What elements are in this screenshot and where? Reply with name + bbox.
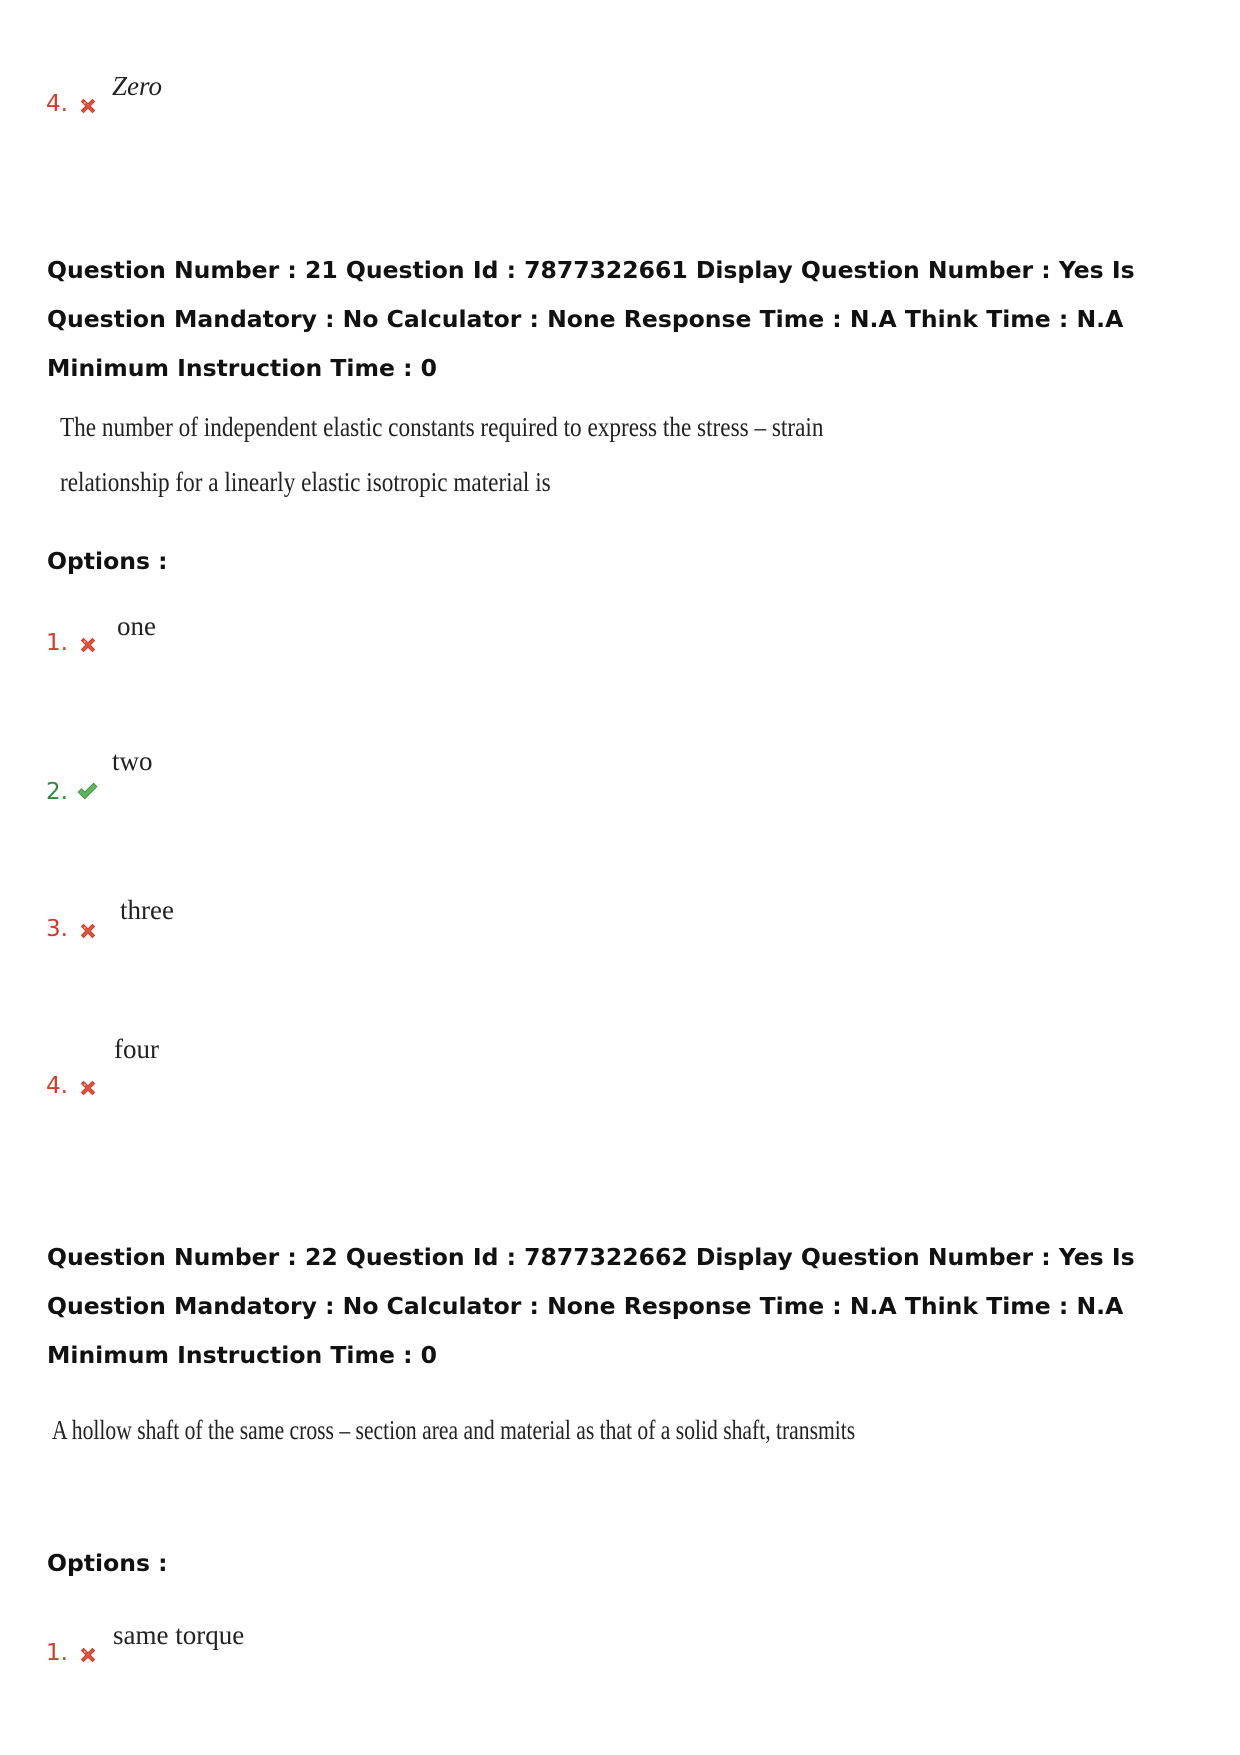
options-label: Options : xyxy=(47,1549,168,1577)
options-label: Options : xyxy=(47,547,168,575)
cross-icon xyxy=(77,95,99,117)
question-header: Question Number : 22 Question Id : 7877322662 Display Question Number : Yes Is Question Mandatory : No Calculator : None Response Time : N.A Think Time : N.A Minimum Instruction Time : 0 xyxy=(47,1243,1135,1369)
cross-icon xyxy=(77,1644,99,1666)
question-header: Question Number : 21 Question Id : 7877322661 Display Question Number : Yes Is Question Mandatory : No Calculator : None Response Time : N.A Think Time : N.A Minimum Instruction Time : 0 xyxy=(47,256,1135,382)
option-number: 3. xyxy=(46,916,68,942)
option-text: same torque xyxy=(113,1620,245,1650)
option-text: three xyxy=(120,895,174,925)
option-number: 4. xyxy=(46,1073,68,1099)
option-number: 1. xyxy=(46,630,68,656)
option-number: 1. xyxy=(46,1640,68,1666)
cross-icon xyxy=(77,920,99,942)
question-text-line: The number of independent elastic constants required to express the stress – strain xyxy=(60,412,824,442)
question-text-line: relationship for a linearly elastic isotropic material is xyxy=(60,467,551,497)
cross-icon xyxy=(77,1077,99,1099)
question-text xyxy=(52,1403,1056,1458)
cross-icon xyxy=(77,634,99,656)
option-text: Zero xyxy=(112,71,163,101)
option-text: four xyxy=(114,1034,159,1064)
option-text: two xyxy=(112,746,153,776)
option-number: 2. xyxy=(46,779,68,805)
question-text xyxy=(60,400,948,455)
question-text xyxy=(60,455,631,510)
question-text-line: A hollow shaft of the same cross – section area and material as that of a solid shaft, transmits xyxy=(52,1415,856,1445)
check-icon xyxy=(76,780,98,802)
option-text: one xyxy=(117,611,156,641)
option-number: 4. xyxy=(46,91,68,117)
